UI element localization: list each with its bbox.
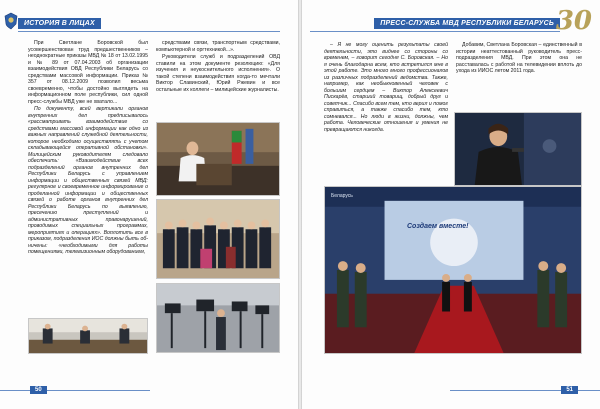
- emblem-icon: [4, 12, 18, 30]
- podium-photo: [156, 122, 280, 196]
- left-column-2: [156, 40, 280, 120]
- right-header: [310, 16, 560, 32]
- left-header-label: ИСТОРИЯ В ЛИЦАХ: [18, 18, 101, 29]
- paragraph: При Светлане Боровской был усовершенствован труд предшественников – неоднократные приказы МВД № 18 от 13.02.1995 и № 89 от 07.04.2003 об организации взаимодействия ОВД Республики Беларусь со средствами массовой информации. Приказ № 357 от 08.12.2009 позволил весьма своевременно, чтобы достойно выглядеть на информационном поле республики, сил одной пресс-службы МВД уже не хватало...: [28, 40, 148, 105]
- right-column-2: [456, 42, 582, 76]
- right-folio: [450, 385, 600, 395]
- left-header: [18, 16, 280, 32]
- page-number: 50: [30, 386, 47, 394]
- office-meeting-photo: [28, 318, 148, 354]
- ceremony-photo: [324, 186, 582, 354]
- group-photo: [156, 199, 280, 279]
- left-column-1: [28, 40, 148, 257]
- studio-photo: [454, 112, 582, 186]
- page-number: 51: [561, 386, 578, 394]
- banner-logo: Беларусь: [331, 193, 353, 199]
- anniversary-mark: 30: [555, 6, 592, 36]
- right-page: [302, 0, 600, 409]
- paragraph: Добавим, Светлана Боровская – единственный в истории неаттестованный руководитель пресс-подразделения МВД. При этом она не расставалась с работой на телевидении вплоть до ухода из ИИОС летом 2011 года.: [456, 42, 582, 74]
- press-cameras-photo: [156, 283, 280, 353]
- paragraph: Руководители служб и подразделений ОВД ставили на этом документе резолюцию: «Для изучения и неукоснительного исполнения». О такой степени взаимодействия когда-то мечтали Виктор Славинский, Юрий Ржевин и все остальные их коллеги – милицейские журналисты.: [156, 54, 280, 93]
- paragraph: средствами связи, транспортным средствами, компьютерной и оргтехникой...».: [156, 40, 280, 53]
- paragraph: По документу, всей вертикали органов внутренних дел предписывалось «рассматривать взаимодействие со средствами массовой информации как одно из важных направлений служебной деятельности, которое необходимо осуществлять с учетом складывающейся оперативной обстановки». Милицейским руководителям следовало обеспечить: «Взаимодействие всех подразделений органов внутренних дел Республики Беларусь с управлением информации и общественных связей МВД: регулярное и своевременное информирование о проделанной информации и общественных связей о работе органов внутренних дел Республики Беларусь по выявлению, пресечению преступлений и административных правонарушений, проводимых специальных программах, мероприятиях и операциях». Воплотить все в приказом, подразделения ИОС должны быть об-ничены: «необходимыми для работы помещениями, телевизионным оборудованием,: [28, 106, 148, 255]
- right-column-1: [324, 42, 448, 134]
- left-page: [0, 0, 298, 409]
- left-folio: [0, 385, 150, 395]
- banner-text: Создаем вместе!: [407, 223, 469, 230]
- paragraph: – Я не могу оценить результаты своей деятельности, это виднее со стороны со временем, – говорит сегодня С. Боровская. – Но я очень благодарна всем, кто встретился мне в этой работе. Это много много профессионалов из различных подразделений ведомства. Также, например, как необыкновенный человек с большим сердцем – Виктор Алексеевич Пискарёв, старший товарищ, добрый друг и советчик... Спасибо всем тем, кто верил и помог справиться, а также спасибо тем, кто сомневался... Но люди в жизни, должны, чем работа. Человеческие отношения и умения не превращаются никогда.: [324, 42, 448, 133]
- right-header-label: ПРЕСС-СЛУЖБА МВД РЕСПУБЛИКИ БЕЛАРУСЬ: [374, 18, 560, 29]
